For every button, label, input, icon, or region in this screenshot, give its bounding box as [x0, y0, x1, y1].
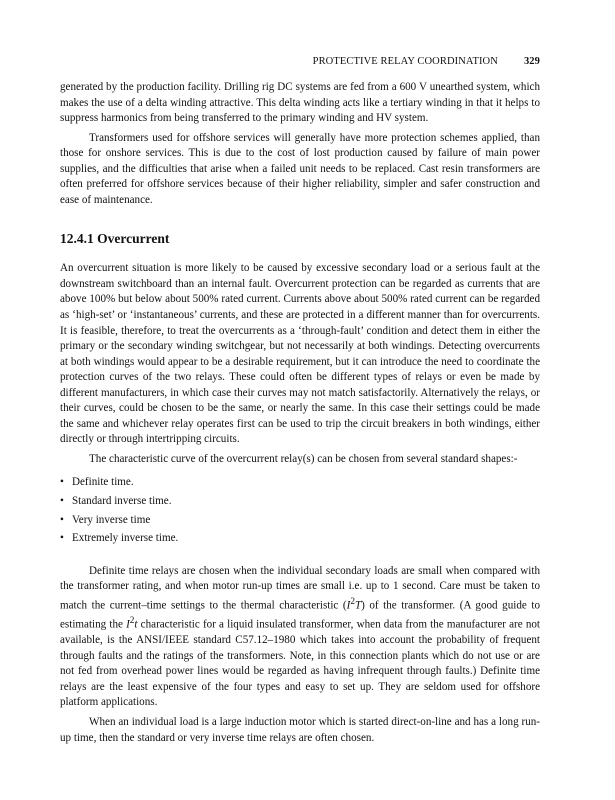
page-number: 329: [523, 56, 540, 67]
math-symbol: t: [134, 618, 138, 631]
running-title: PROTECTIVE RELAY COORDINATION: [312, 56, 498, 67]
list-item: • Standard inverse time.: [60, 494, 540, 510]
math-superscript: 2: [129, 616, 135, 626]
math-symbol: I: [126, 618, 130, 631]
page-header: [60, 56, 540, 67]
text-run: Definite time relays are chosen when the individual secondary loads are small when compared with the transformer rating, and when motor run-up times are small i.e. up to 1 second. Care must be taken to match the current–time settings to the thermal characteristic (: [60, 564, 540, 612]
list-item: • Very inverse time: [60, 513, 540, 529]
paragraph-overcurrent: An overcurrent situation is more likely to be caused by excessive secondary load or a serious fault at the downstream switchboard than an internal fault. Overcurrent protection can be regarded as currents that are above 100% but below about 500% rated current. Currents above about 500% rated current can be regarded as ‘high-set’ or ‘instantaneous’ currents, and these are protected in a different manner than for overcurrents. It is feasible, therefore, to treat the overcurrents as a ‘through-fault’ condition and detect them in either the primary or the secondary winding switchgear, but not necessarily at both windings. Detecting overcurrents at both windings would appear to be a desirable requirement, but it can introduce the need to coordinate the protection curves of the two relays. These could often be different types of relays or even be made by different manufacturers, in which case their curves may not match satisfactorily. Alternatively the relays, or their curves, could be chosen to be the same, or nearly the same. In this case their settings could be made the same and whichever relay operates first can be used to trip the circuit breakers in both windings, either directly or through intertripping circuits.: [60, 262, 540, 446]
text-run: ) of the transformer. (A good guide to estimating the: [60, 599, 540, 631]
paragraph-offshore-transformers: Transformers used for offshore services will generally have more protection schemes applied, than those for onshore services. This is due to the cost of lost production caused by failure of main power supplies, and the difficulties that arise when a failed unit needs to be replaced. Cast resin transformers are often preferred for offshore services because of their higher reliability, simpler and safer construction and ease of maintenance.: [60, 131, 540, 206]
paragraph-curve-shapes: The characteristic curve of the overcurrent relay(s) can be chosen from several standard shapes:-: [89, 452, 518, 465]
paragraph-induction-motor: When an individual load is a large induction motor which is started direct-on-line and has a long run-up time, then the standard or very inverse time relays are often chosen.: [60, 715, 540, 744]
section-heading: 12.4.1 Overcurrent: [60, 231, 170, 247]
math-superscript: 2: [350, 596, 355, 607]
body-text: [60, 80, 540, 746]
list-item: • Extremely inverse time.: [60, 531, 540, 547]
paragraph-continued: generated by the production facility. Drilling rig DC systems are fed from a 600 V unearthed system, which makes the use of a delta winding attractive. This delta winding acts like a tertiary winding in that it helps to suppress harmonics from being transferred to the primary winding and HV system.: [60, 81, 540, 125]
list-item: • Definite time.: [60, 475, 540, 491]
math-symbol: T: [354, 599, 362, 612]
text-run: characteristic for a liquid insulated transformer, when data from the manufacturer are not available, is the ANSI/IEEE standard C57.12–1980 which takes into account the probability of frequent through faults and the ratings of the transformers. Note, in this connection plants which do not use or are not fed from overhead power lines would be regarded as having infrequent through faults.) Definite time relays are the least expensive of the four types and easy to set up. They are seldom used for offshore platform applications.: [60, 618, 540, 709]
curve-type-list: [60, 475, 540, 546]
paragraph-definite-time: [60, 564, 540, 711]
math-symbol: I: [346, 599, 351, 612]
